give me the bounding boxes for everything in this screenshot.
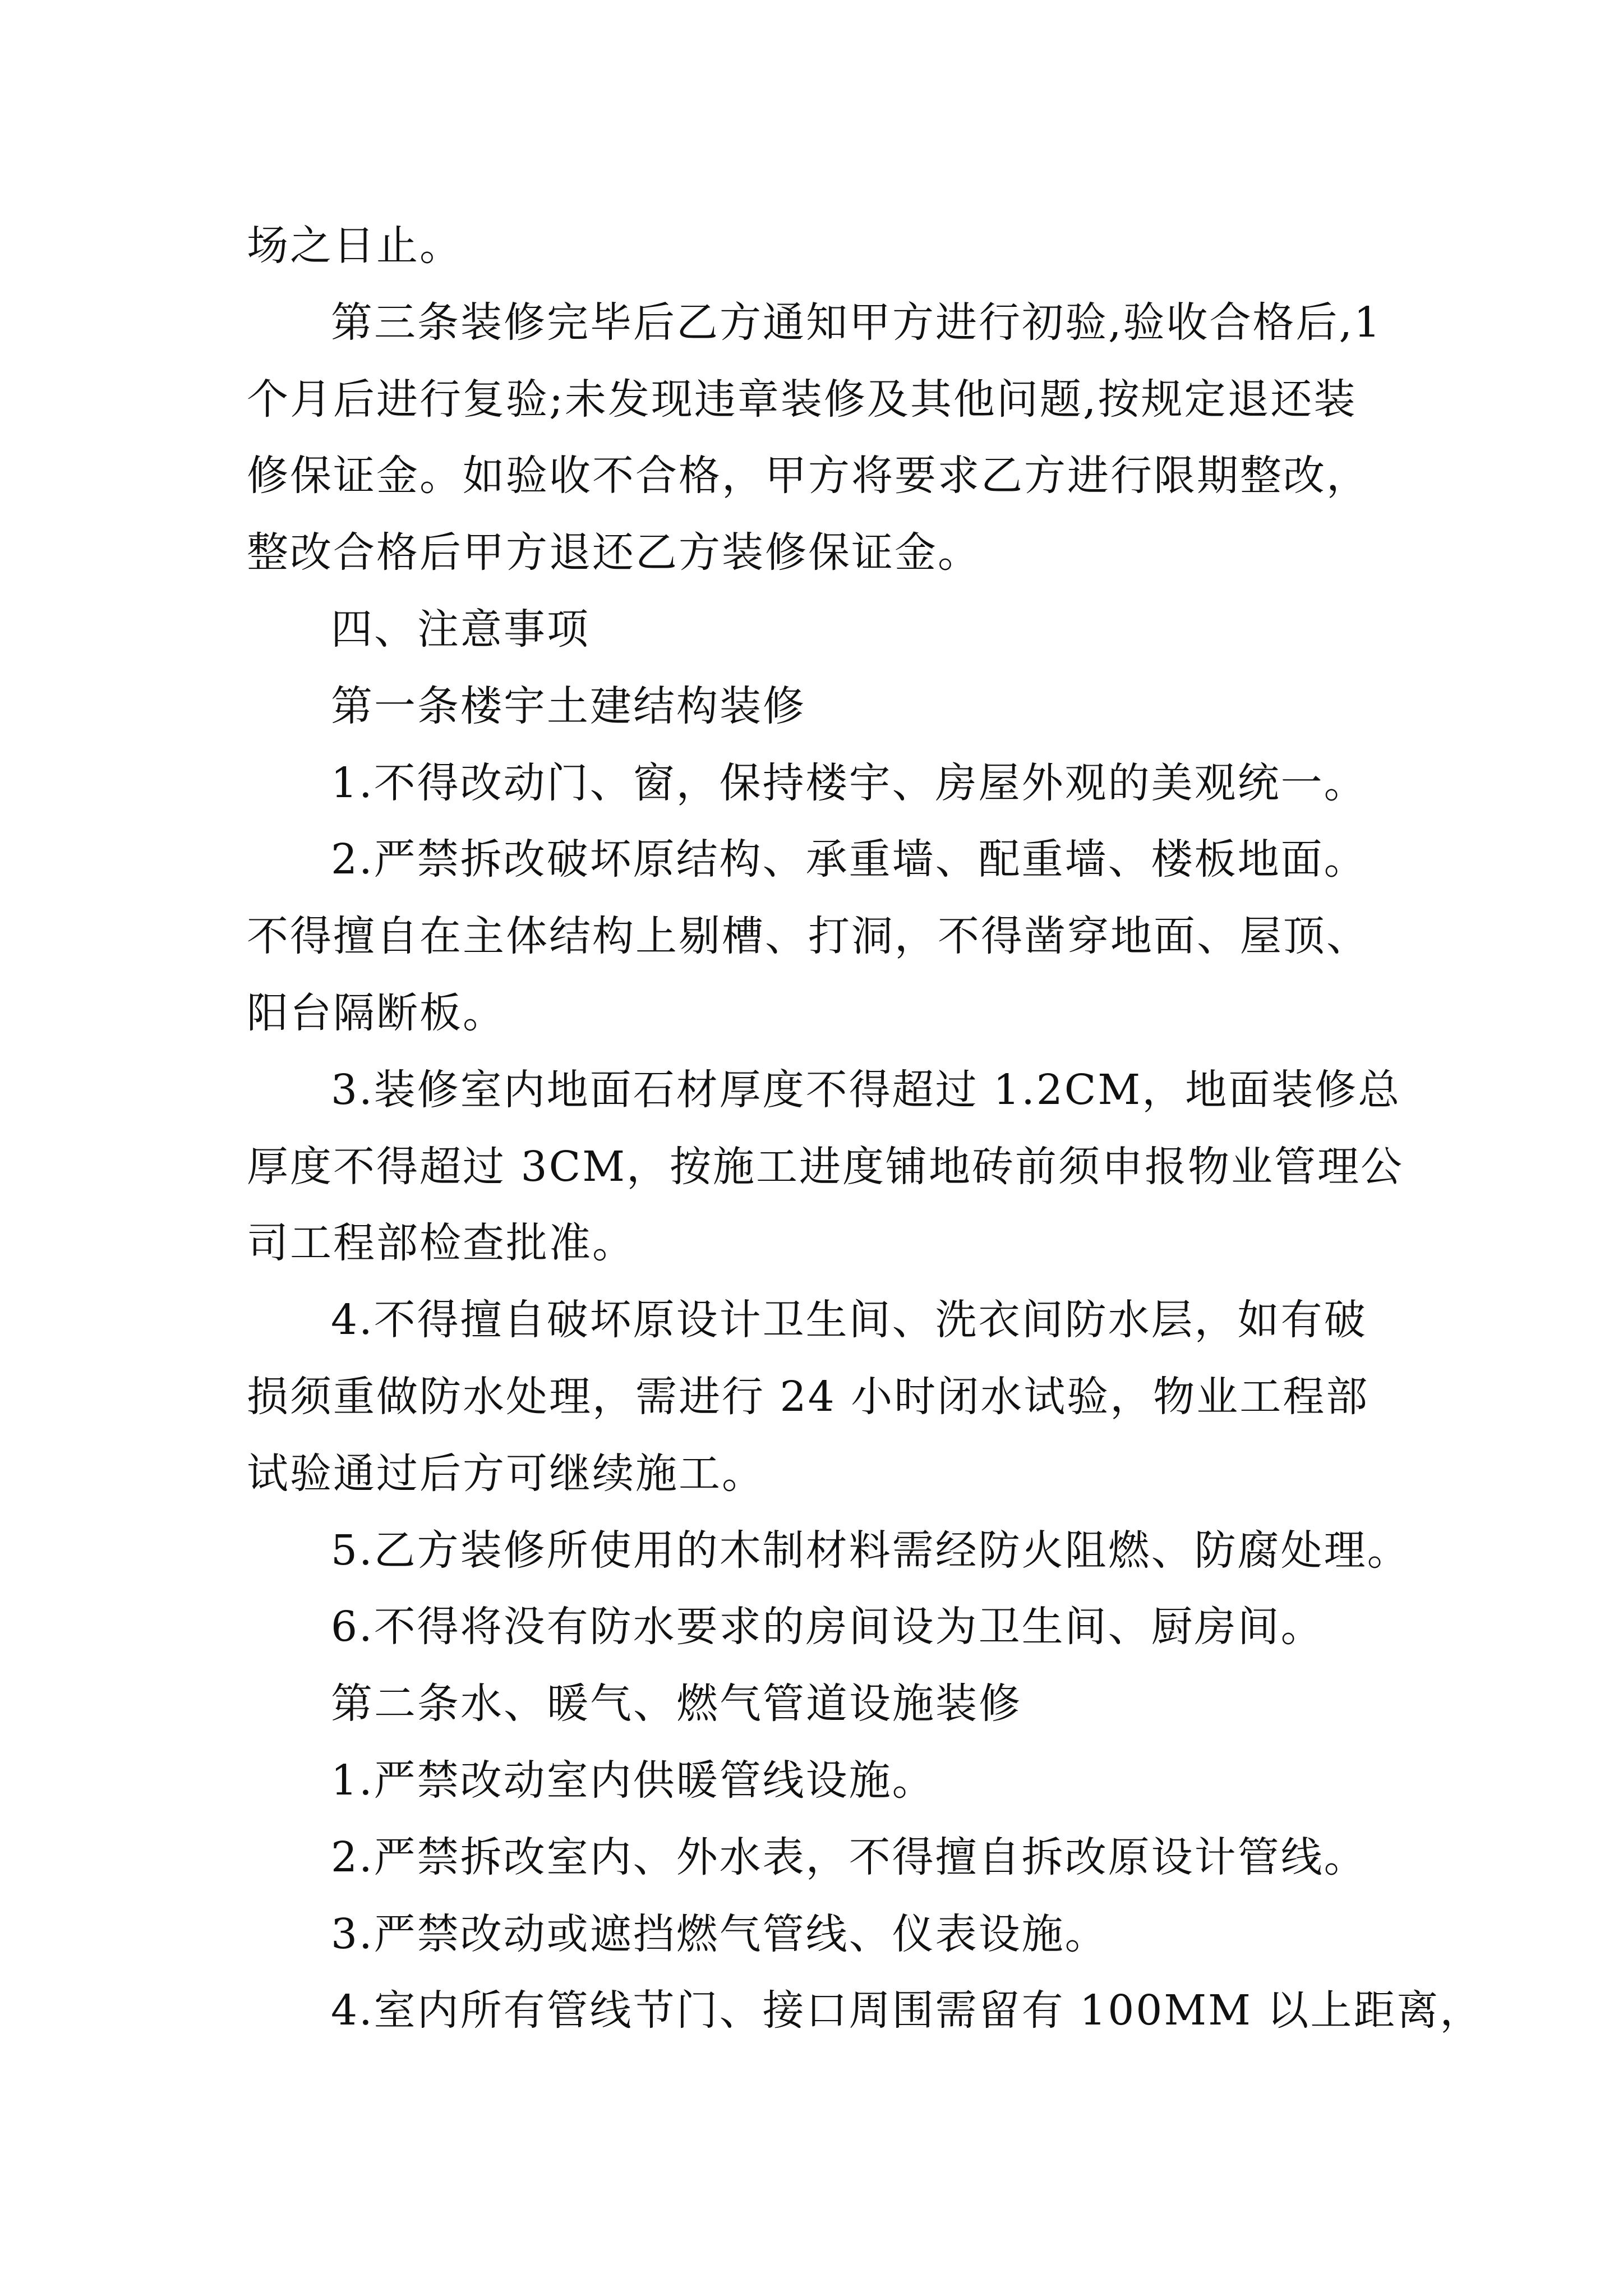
text-line: 损须重做防水处理，需进行 24 小时闭水试验，物业工程部 — [247, 1372, 1370, 1421]
text-line: 4.室内所有管线节门、接口周围需留有 100MM 以上距离， — [331, 1986, 1483, 2035]
text-line: 1.不得改动门、窗，保持楼宇、房屋外观的美观统一。 — [331, 758, 1367, 807]
text-line: 第三条装修完毕后乙方通知甲方进行初验,验收合格后,1 — [331, 298, 1382, 347]
text-line: 2.严禁拆改室内、外水表，不得擅自拆改原设计管线。 — [331, 1833, 1367, 1881]
article-heading: 第一条楼宇土建结构装修 — [331, 682, 806, 730]
text-line: 3.严禁改动或遮挡燃气管线、仪表设施。 — [331, 1910, 1108, 1958]
text-line: 修保证金。如验收不合格，甲方将要求乙方进行限期整改， — [247, 452, 1370, 500]
text-line: 5.乙方装修所使用的木制材料需经防火阻燃、防腐处理。 — [331, 1526, 1410, 1575]
text-line: 2.严禁拆改破坏原结构、承重墙、配重墙、楼板地面。 — [331, 835, 1367, 884]
text-line: 阳台隔断板。 — [247, 988, 506, 1037]
article-heading: 第二条水、暖气、燃气管道设施装修 — [331, 1680, 1022, 1728]
text-line: 6.不得将没有防水要求的房间设为卫生间、厨房间。 — [331, 1603, 1324, 1651]
text-line: 个月后进行复验;未发现违章装修及其他问题,按规定退还装 — [247, 375, 1357, 424]
text-line: 1.严禁改动室内供暖管线设施。 — [331, 1756, 935, 1805]
body-text — [247, 208, 1483, 2049]
text-line: 整改合格后甲方退还乙方装修保证金。 — [247, 528, 981, 577]
text-line: 不得擅自在主体结构上剔槽、打洞，不得凿穿地面、屋顶、 — [247, 912, 1370, 961]
text-line: 场之日止。 — [247, 222, 463, 270]
text-line: 3.装修室内地面石材厚度不得超过 1.2CM，地面装修总 — [331, 1065, 1401, 1114]
text-line: 试验通过后方可继续施工。 — [247, 1449, 765, 1498]
text-line: 4.不得擅自破坏原设计卫生间、洗衣间防水层，如有破 — [331, 1296, 1367, 1345]
text-line: 厚度不得超过 3CM，按施工进度铺地砖前须申报物业管理公 — [247, 1142, 1404, 1191]
text-line: 司工程部检查批准。 — [247, 1219, 635, 1268]
section-heading: 四、注意事项 — [331, 605, 590, 654]
